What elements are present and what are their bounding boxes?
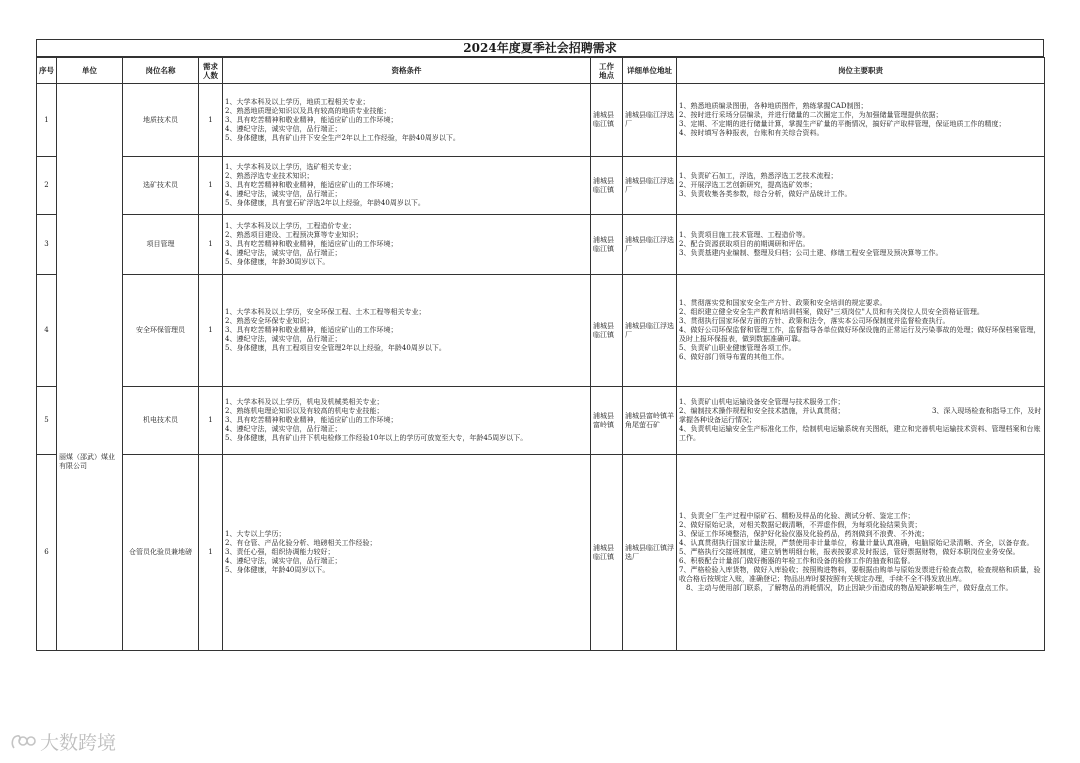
row-count: 1 <box>199 157 223 215</box>
watermark <box>10 728 116 755</box>
watermark-logo-icon <box>10 732 36 752</box>
row-location: 浦城县临江镇 <box>591 157 623 215</box>
row-position: 项目管理 <box>123 215 199 275</box>
row-address: 浦城县临江镇浮选厂 <box>623 455 677 651</box>
table-row <box>37 387 1045 455</box>
row-count: 1 <box>199 455 223 651</box>
recruitment-table <box>36 57 1045 651</box>
row-qualifications: 1、大专以上学历； 2、有仓管、产品化验分析、地磅相关工作经验； 3、责任心强，组织协调能力较好； 4、遵纪守法，诚实守信，品行端正； 5、身体健康，年龄40周岁以下。 <box>223 455 591 651</box>
header-count: 需求 人数 <box>199 58 223 84</box>
row-count: 1 <box>199 215 223 275</box>
header-address: 详细单位地址 <box>623 58 677 84</box>
row-duties: 1、负责项目施工技术管理、工程造价等。 2、配合资源获取项目的前期调研和评估。 3、负责基建内业编制、整理及归档；公司土建、修缮工程安全管理及预决算等工作。 <box>677 215 1045 275</box>
header-row <box>37 58 1045 84</box>
header-qualifications: 资格条件 <box>223 58 591 84</box>
header-location: 工作 地点 <box>591 58 623 84</box>
row-position: 地质技术员 <box>123 84 199 157</box>
watermark-text: 大数跨境 <box>40 732 117 754</box>
table-row <box>37 215 1045 275</box>
header-unit: 单位 <box>57 58 123 84</box>
row-seq: 3 <box>37 215 57 275</box>
recruitment-sheet <box>36 39 1044 651</box>
row-address: 浦城县临江浮选厂 <box>623 275 677 387</box>
row-count: 1 <box>199 387 223 455</box>
company-name <box>57 84 123 651</box>
table-row <box>37 455 1045 651</box>
row-qualifications: 1、大学本科及以上学历，工程造价专业； 2、熟悉项目建设、工程预决算等专业知识； 3、具有吃苦精神和敬业精神，能适应矿山的工作环境； 4、遵纪守法，诚实守信，品行端正； 5、身体健康，年龄30周岁以下。 <box>223 215 591 275</box>
row-address: 浦城县临江浮选厂 <box>623 215 677 275</box>
company-label: 丽煤（邵武）煤业有限公司 <box>59 453 115 470</box>
row-seq: 1 <box>37 84 57 157</box>
row-position: 仓管员化验员兼地磅 <box>123 455 199 651</box>
row-address: 浦城县临江浮选厂 <box>623 84 677 157</box>
header-duties: 岗位主要职责 <box>677 58 1045 84</box>
row-qualifications: 1、大学本科及以上学历，选矿相关专业； 2、熟悉浮选专业技术知识； 3、具有吃苦精神和敬业精神，能适应矿山的工作环境； 4、遵纪守法，诚实守信，品行端正； 5、身体健康，具有萤石矿浮选2年以上经验，年龄40周岁以下。 <box>223 157 591 215</box>
row-count: 1 <box>199 84 223 157</box>
row-duties: 1、贯彻落实党和国家安全生产方针、政策和安全培训的规定要求。 2、组织建立健全安全生产教育和培训档案，做好"三项岗位"人员和有关岗位人员安全资格证管理。 3、贯彻执行国家环保方面的方针、政策和法令，落实本公司环保制度并监督检查执行。 4、做好公司环保监督和管理工作，监督指导各单位做好环保设施的正常运行及污染事故的处理；做好环保档案管理，及时上报环保报表，做到数据准确可靠。 5、负责矿山职业健康管理各项工作。 6、做好部门领导布置的其他工作。 <box>677 275 1045 387</box>
row-location: 浦城县富岭镇 <box>591 387 623 455</box>
row-duties: 1、负责矿山机电运输设备安全管理与技术服务工作； 2、编制技术操作规程和安全技术措施，并认真贯彻； 3、深入现场检查和指导工作，及时掌握各种设备运行情况； 4、负责机电运输安全生产标准化工作，绘制机电运输系统有关图纸，建立和完善机电运输技术资料、管理档案和台账工作。 <box>677 387 1045 455</box>
row-seq: 4 <box>37 275 57 387</box>
row-qualifications: 1、大学本科及以上学历，机电及机械类相关专业； 2、熟练机电理论知识以及有较高的机电专业技能； 3、具有吃苦精神和敬业精神，能适应矿山的工作环境； 4、遵纪守法，诚实守信，品行端正； 5、身体健康，具有矿山井下机电检修工作经验10年以上的学历可放宽至大专，年龄45周岁以下。 <box>223 387 591 455</box>
row-position: 机电技术员 <box>123 387 199 455</box>
row-location: 浦城县临江镇 <box>591 84 623 157</box>
table-row <box>37 275 1045 387</box>
row-duties: 1、负责全厂生产过程中原矿石、精粉及样品的化验、测试分析、鉴定工作； 2、做好原始记录，对相关数据记载清晰，不弄虚作假，为每项化验结果负责； 3、保证工作环境整洁，保护好化验仪器及化验药品，药剂做到不浪费、不外流； 4、认真贯彻执行国家计量法规，严禁使用非计量单位，称量计量认真准确，电脑原始记录清晰、齐全，以备存查。 5、严格执行交接班制度，建立销售明细台帐，报表按要求及时报送，管好票据财物，做好本职岗位业务安保。 6、积极配合计量部门做好衡器的年检工作和设备的检修工作的抽查和监督。 7、严格检验入库货物，做好入库验收；按照购进物料，要根据由购单与原始发票进行检查点数，检查规格和质量，验收合格后按规定入账，准确登记；物品出库时要按照有关规定办理，手续不全不得发放出库。 8、主动与使用部门联系，了解物品的消耗情况，防止因缺少而造成的物品短缺影响生产，做好盘点工作。 <box>677 455 1045 651</box>
row-duties: 1、负责矿石加工，浮选，熟悉浮选工艺技术流程； 2、开展浮选工艺创新研究，提高选矿效率； 3、负责收集各类参数，综合分析，做好产品统计工作。 <box>677 157 1045 215</box>
table-row <box>37 157 1045 215</box>
row-location: 浦城县临江镇 <box>591 275 623 387</box>
row-seq: 6 <box>37 455 57 651</box>
sheet-title: 2024年度夏季社会招聘需求 <box>36 39 1044 57</box>
header-position: 岗位名称 <box>123 58 199 84</box>
row-qualifications: 1、大学本科及以上学历，安全环保工程、土木工程等相关专业； 2、熟悉安全环保专业知识； 3、具有吃苦精神和敬业精神，能适应矿山的工作环境； 4、遵纪守法，诚实守信，品行端正； 5、身体健康，具有工程项目安全管理2年以上经验，年龄40周岁以下。 <box>223 275 591 387</box>
row-seq: 2 <box>37 157 57 215</box>
row-seq: 5 <box>37 387 57 455</box>
header-seq: 序号 <box>37 58 57 84</box>
row-count: 1 <box>199 275 223 387</box>
row-position: 选矿技术员 <box>123 157 199 215</box>
row-location: 浦城县临江镇 <box>591 215 623 275</box>
row-location: 浦城县临江镇 <box>591 455 623 651</box>
row-address: 浦城县临江浮选厂 <box>623 157 677 215</box>
table-row <box>37 84 1045 157</box>
row-duties: 1、熟悉地质编录图册，各种地质图件，熟练掌握CAD制图； 2、按时进行采场分层编录，并进行储量的二次圈定工作，为加强储量管理提供依据； 3、定期、不定期的进行储量计算，掌握生产矿量的平衡情况，搞好矿产取样管理，保证地质工作的精度； 4、按时填写各种报表，台账和有关综合资料。 <box>677 84 1045 157</box>
row-address: 浦城县富岭镇羊角尾萤石矿 <box>623 387 677 455</box>
row-qualifications: 1、大学本科及以上学历，地质工程相关专业； 2、熟悉地质理论知识以及具有较高的地质专业技能； 3、具有吃苦精神和敬业精神，能适应矿山的工作环境； 4、遵纪守法，诚实守信，品行端正； 5、身体健康，具有矿山井下安全生产2年以上工作经验，年龄40周岁以下。 <box>223 84 591 157</box>
row-position: 安全环保管理员 <box>123 275 199 387</box>
